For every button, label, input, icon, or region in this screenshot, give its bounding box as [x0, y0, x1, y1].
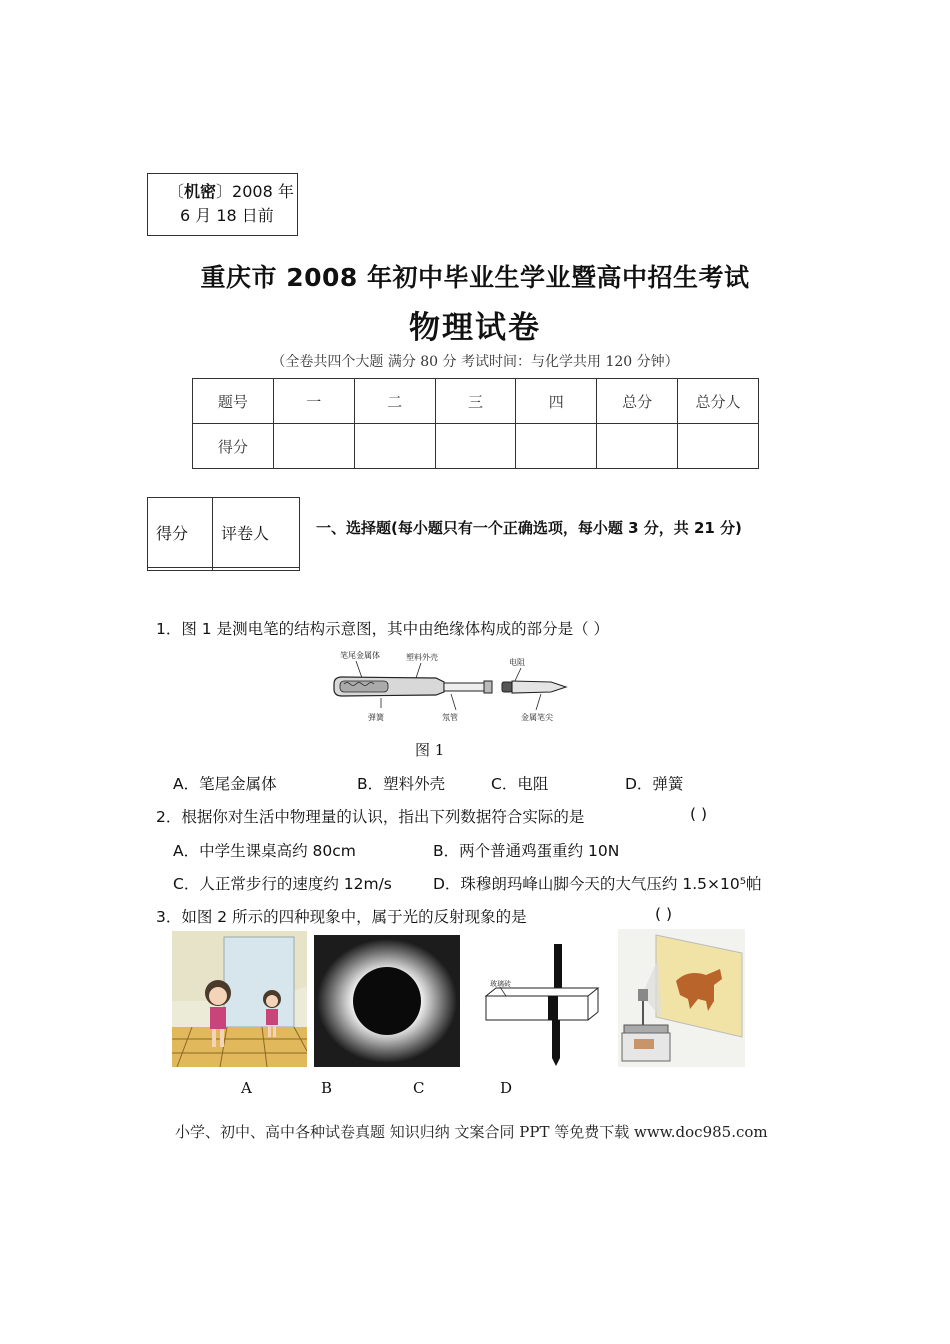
grader-name-label: 评卷人	[213, 498, 300, 568]
picture-b-eclipse	[314, 935, 460, 1067]
exam-title: 重庆市 2008 年初中毕业生学业暨高中招生考试	[200, 263, 750, 292]
question-2-answer-paren: ( )	[690, 805, 708, 823]
q2-option-d: D．珠穆朗玛峰山脚今天的大气压约 1.5×10⁵帕	[433, 875, 762, 893]
section-heading: 一、选择题(每小题只有一个正确选项，每小题 3 分，共 21 分)	[316, 519, 742, 537]
exam-subject: 物理试卷	[409, 310, 541, 346]
glass-block-label: 玻璃砖	[490, 980, 511, 988]
q2-option-b: B．两个普通鸡蛋重约 10N	[433, 842, 620, 860]
q2-option-a: A．中学生课桌高约 80cm	[173, 842, 356, 860]
score-table-score-row	[193, 424, 759, 469]
picture-label-c: C	[413, 1079, 425, 1097]
q1-option-a: A．笔尾金属体	[173, 775, 277, 793]
picture-label-b: B	[321, 1079, 333, 1097]
test-pen-diagram	[326, 648, 576, 726]
score-cell	[435, 424, 516, 469]
header-cell: 三	[435, 379, 516, 424]
confidential-tag: 机密	[184, 182, 217, 201]
label-spring: 弹簧	[368, 713, 384, 722]
header-cell: 二	[354, 379, 435, 424]
question-3-answer-paren: ( )	[655, 905, 673, 923]
label-resistor: 电阻	[509, 658, 525, 667]
header-cell: 总分人	[678, 379, 759, 424]
footer-download-note: 小学、初中、高中各种试卷真题 知识归纳 文案合同 PPT 等免费下载 www.doc985.com	[175, 1123, 768, 1141]
score-table-header-row	[193, 379, 759, 424]
label-plastic-shell: 塑料外壳	[406, 653, 438, 662]
grader-name-cell	[213, 568, 300, 571]
q2-option-c: C．人正常步行的速度约 12m/s	[173, 875, 392, 893]
exam-info: （全卷共四个大题 满分 80 分 考试时间：与化学共用 120 分钟）	[271, 354, 679, 370]
question-2-stem: 2．根据你对生活中物理量的认识，指出下列数据符合实际的是	[156, 808, 585, 826]
picture-a-mirror	[172, 931, 307, 1067]
label-tail-metal: 笔尾金属体	[340, 651, 380, 660]
picture-label-a: A	[241, 1079, 252, 1097]
confidential-box	[147, 173, 298, 236]
grader-score-cell	[148, 568, 213, 571]
figure-1-caption: 图 1	[415, 741, 445, 759]
q1-option-d: D．弹簧	[625, 775, 684, 793]
question-3-stem: 3．如图 2 所示的四种现象中，属于光的反射现象的是	[156, 908, 527, 926]
score-cell	[273, 424, 354, 469]
score-cell	[354, 424, 435, 469]
score-cell	[597, 424, 678, 469]
score-cell	[516, 424, 597, 469]
row-label: 得分	[193, 424, 274, 469]
picture-label-d: D	[500, 1079, 513, 1097]
label-neon-tube: 氖管	[442, 713, 458, 722]
confidential-line-1: 〔机密〕2008 年	[168, 182, 294, 201]
label-metal-tip: 金属笔尖	[521, 713, 553, 722]
question-1-stem: 1．图 1 是测电笔的结构示意图，其中由绝缘体构成的部分是（ ）	[156, 620, 610, 638]
header-cell: 总分	[597, 379, 678, 424]
q1-option-c: C．电阻	[491, 775, 549, 793]
score-cell	[678, 424, 759, 469]
score-table	[192, 378, 759, 469]
header-cell: 一	[273, 379, 354, 424]
header-cell: 四	[516, 379, 597, 424]
picture-c-glass-block	[476, 940, 600, 1068]
header-cell: 题号	[193, 379, 274, 424]
grader-score-label: 得分	[148, 498, 213, 568]
q1-option-b: B．塑料外壳	[357, 775, 446, 793]
grader-table	[147, 497, 300, 571]
picture-d-projector	[618, 929, 745, 1067]
confidential-line-2: 6 月 18 日前	[180, 206, 274, 225]
